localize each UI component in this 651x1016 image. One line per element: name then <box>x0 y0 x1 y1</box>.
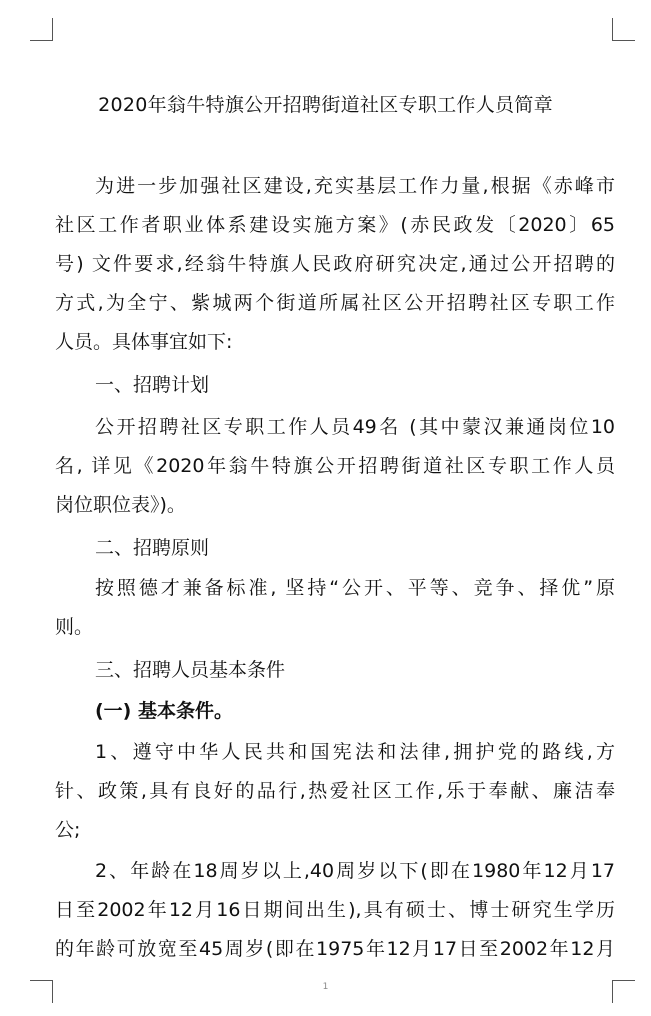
paragraph-line: 1、遵守中华人民共和国宪法和法律,拥护党的路线,方 <box>95 741 615 763</box>
section-heading-recruitment-principles: 二、招聘原则 <box>95 537 210 559</box>
paragraph-line: 则。 <box>55 616 94 638</box>
section-heading-recruitment-plan: 一、招聘计划 <box>95 374 210 396</box>
page-number: 1 <box>322 982 329 992</box>
paragraph-line: 号) 文件要求,经翁牛特旗人民政府研究决定,通过公开招聘的 <box>55 253 615 275</box>
paragraph-line: 针、政策,具有良好的品行,热爱社区工作,乐于奉献、廉洁奉 <box>55 780 615 802</box>
paragraph-line: 社区工作者职业体系建设实施方案》(赤民政发〔2020〕65 <box>55 214 615 236</box>
paragraph-line: 岗位职位表》)。 <box>55 494 186 516</box>
paragraph-line: 名, 详见《2020年翁牛特旗公开招聘街道社区专职工作人员 <box>55 455 615 477</box>
document-title: 2020年翁牛特旗公开招聘街道社区专职工作人员简章 <box>98 94 553 116</box>
section-heading-basic-requirements: 三、招聘人员基本条件 <box>95 659 286 681</box>
paragraph-line: 按照德才兼备标准, 坚持“公开、平等、竞争、择优”原 <box>95 577 615 599</box>
paragraph-line: 2、年龄在18周岁以上,40周岁以下(即在1980年12月17 <box>95 860 615 882</box>
crop-mark-top-right <box>612 18 635 41</box>
paragraph-line: 方式,为全宁、紫城两个街道所属社区公开招聘社区专职工作 <box>55 292 615 314</box>
paragraph-line: 的年龄可放宽至45周岁(即在1975年12月17日至2002年12月 <box>55 938 615 960</box>
paragraph-line: 人员。具体事宜如下: <box>55 331 233 353</box>
subsection-heading-basic-conditions: (一) 基本条件。 <box>95 700 233 722</box>
crop-mark-top-left <box>30 18 53 41</box>
paragraph-line: 为进一步加强社区建设,充实基层工作力量,根据《赤峰市 <box>95 175 615 197</box>
paragraph-line: 公开招聘社区专职工作人员49名 (其中蒙汉兼通岗位10 <box>95 416 615 438</box>
paragraph-line: 日至2002年12月16日期间出生),具有硕士、博士研究生学历 <box>55 899 615 921</box>
paragraph-line: 公; <box>55 819 81 841</box>
